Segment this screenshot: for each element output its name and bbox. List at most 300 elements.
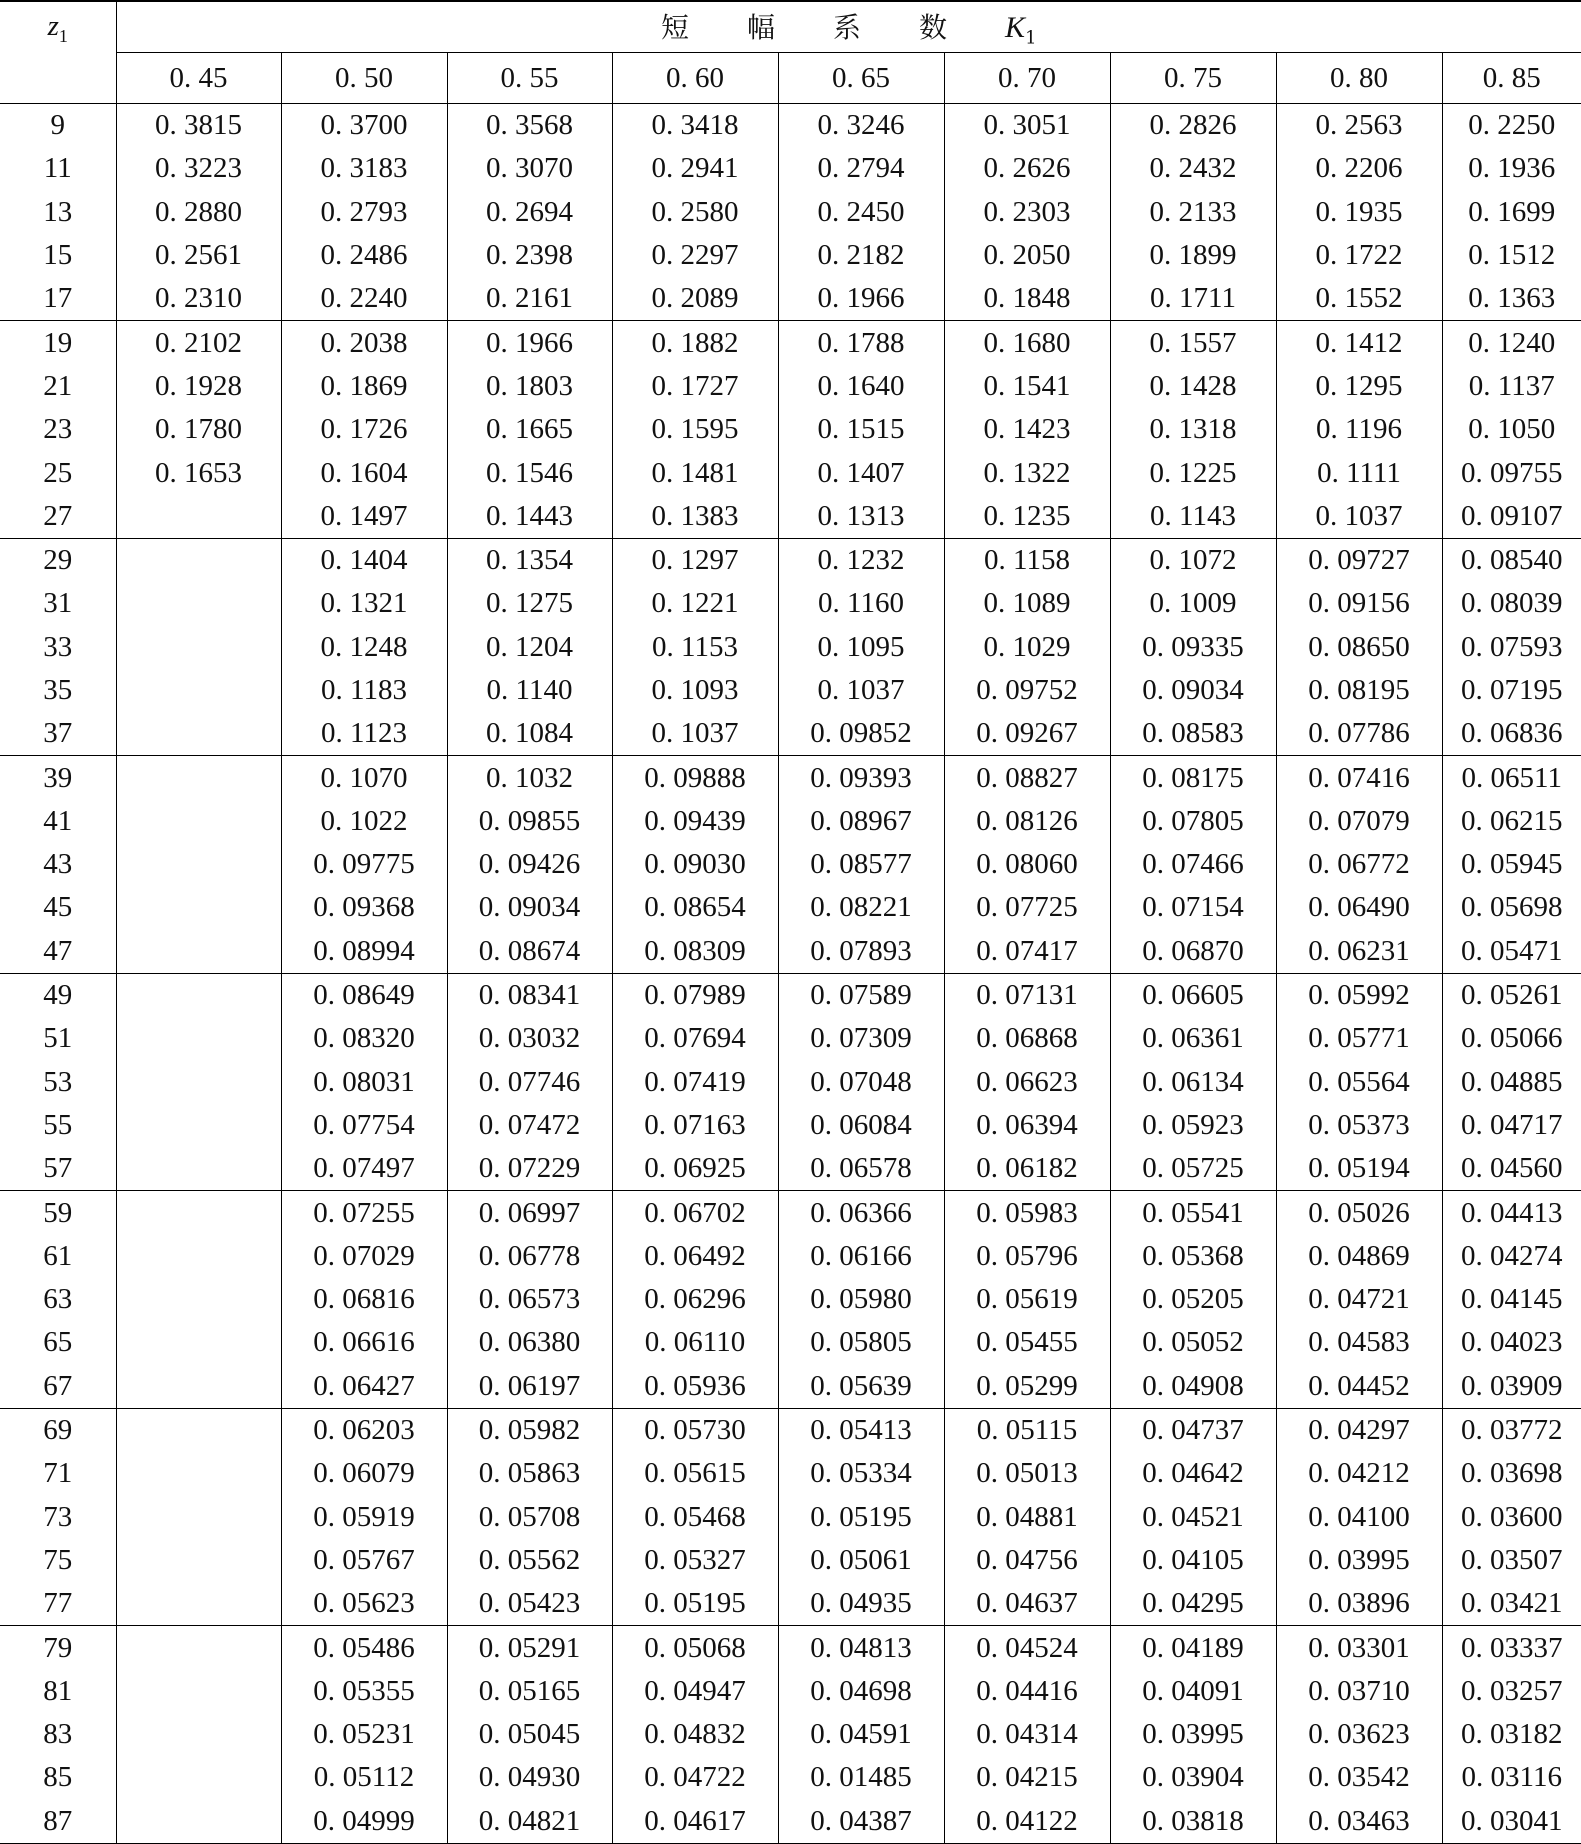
table-cell: 0. 03257: [1461, 1674, 1563, 1707]
table-cell: 0. 3070: [447, 147, 612, 190]
row-label-z1: 81: [0, 1670, 116, 1713]
table-cell: 0. 1595: [612, 408, 778, 451]
table-cell: 0. 05327: [612, 1539, 778, 1582]
table-cell: 0. 07029: [281, 1235, 447, 1278]
table-cell: [116, 1800, 281, 1844]
table-cell: 0. 1899: [1110, 234, 1276, 277]
group-title-short-addendum-coefficient: 短 幅 系 数 $K_1$: [116, 1, 1581, 53]
row-label-z1: 65: [0, 1321, 116, 1364]
table-cell: 0. 1137: [1468, 369, 1555, 402]
table-row: [0, 321, 1581, 365]
table-cell: [116, 1408, 281, 1452]
table-cell: 0. 07079: [1276, 800, 1442, 843]
table-cell: 0. 03710: [1276, 1670, 1442, 1713]
row-label-z1: 49: [0, 973, 116, 1017]
table-cell: 0. 05334: [778, 1452, 944, 1495]
table-cell: 0. 04189: [1110, 1626, 1276, 1670]
table-cell: 0. 05708: [447, 1496, 612, 1539]
table-cell: 0. 06616: [281, 1321, 447, 1364]
table-cell: 0. 05945: [1461, 848, 1563, 881]
table-cell: 0. 1726: [281, 408, 447, 451]
row-label-z1: 63: [0, 1278, 116, 1321]
table-cell: 0. 09368: [281, 886, 447, 929]
table-cell: 0. 06296: [612, 1278, 778, 1321]
table-cell: 0. 05725: [1110, 1147, 1276, 1191]
table-cell: 0. 06361: [1110, 1017, 1276, 1060]
table-cell: 0. 1196: [1276, 408, 1442, 451]
column-header: 0. 80: [1276, 53, 1442, 104]
row-label-z1: 41: [0, 800, 116, 843]
table-cell: 0. 1032: [447, 756, 612, 800]
row-label-z1: 73: [0, 1496, 116, 1539]
column-header: 0. 70: [944, 53, 1110, 104]
table-cell: 0. 05455: [944, 1321, 1110, 1364]
row-label-z1: 57: [0, 1147, 116, 1191]
table-cell: 0. 09156: [1276, 582, 1442, 625]
table-cell: 0. 3051: [944, 104, 1110, 148]
table-cell: 0. 1111: [1276, 451, 1442, 494]
table-cell: [116, 1496, 281, 1539]
table-cell: 0. 06215: [1461, 804, 1563, 837]
table-cell: 0. 03041: [1442, 1800, 1581, 1844]
table-cell: 0. 07593: [1461, 630, 1563, 663]
table-cell: 0. 09107: [1442, 495, 1581, 539]
table-cell: [116, 582, 281, 625]
table-cell: 0. 05541: [1110, 1191, 1276, 1235]
table-cell: 0. 1089: [944, 582, 1110, 625]
row-label-z1: 35: [0, 669, 116, 712]
table-cell: 0. 03995: [1276, 1539, 1442, 1582]
table-cell: 0. 05805: [778, 1321, 944, 1364]
table-row: [0, 1713, 1581, 1756]
table-cell: 0. 05066: [1461, 1022, 1563, 1055]
row-label-z1: 79: [0, 1626, 116, 1670]
table-cell: [116, 1321, 281, 1364]
table-cell: 0. 1604: [281, 451, 447, 494]
table-cell: 0. 08175: [1110, 756, 1276, 800]
table-cell: [116, 1235, 281, 1278]
table-cell: 0. 1070: [281, 756, 447, 800]
table-cell: 0. 03909: [1442, 1365, 1581, 1409]
table-cell: 0. 08031: [281, 1061, 447, 1104]
table-row: [0, 886, 1581, 929]
table-cell: 0. 06778: [447, 1235, 612, 1278]
table-cell: 0. 1183: [281, 669, 447, 712]
table-cell: 0. 07229: [447, 1147, 612, 1191]
table-cell: [116, 930, 281, 974]
table-cell: 0. 06997: [447, 1191, 612, 1235]
table-cell: 0. 07416: [1276, 756, 1442, 800]
table-cell: 0. 04869: [1276, 1235, 1442, 1278]
table-cell: 0. 06166: [778, 1235, 944, 1278]
table-cell: 0. 07893: [778, 930, 944, 974]
table-cell: 0. 2793: [281, 191, 447, 234]
table-cell: 0. 1275: [447, 582, 612, 625]
table-cell: 0. 1383: [612, 495, 778, 539]
table-cell: 0. 07154: [1110, 886, 1276, 929]
table-cell: 0. 1153: [612, 626, 778, 669]
table-cell: 0. 1009: [1110, 582, 1276, 625]
table-cell: 0. 1232: [778, 538, 944, 582]
table-row: [0, 234, 1581, 277]
row-label-z1: 75: [0, 1539, 116, 1582]
row-label-z1: 27: [0, 495, 116, 539]
table-row: [0, 1756, 1581, 1799]
table-cell: 0. 05261: [1461, 979, 1563, 1012]
table-cell: 0. 06702: [612, 1191, 778, 1235]
table-cell: 0. 05730: [612, 1408, 778, 1452]
table-row: [0, 365, 1581, 408]
table-cell: 0. 03995: [1110, 1713, 1276, 1756]
table-cell: 0. 05045: [447, 1713, 612, 1756]
column-header: 0. 45: [116, 53, 281, 104]
table-cell: 0. 08195: [1276, 669, 1442, 712]
table-cell: [116, 1017, 281, 1060]
table-cell: 0. 1557: [1110, 321, 1276, 365]
table-cell: 0. 2133: [1110, 191, 1276, 234]
column-header: 0. 55: [447, 53, 612, 104]
table-cell: 0. 06870: [1110, 930, 1276, 974]
table-cell: 0. 05863: [447, 1452, 612, 1495]
table-cell: 0. 06836: [1442, 712, 1581, 756]
table-cell: 0. 03698: [1461, 1457, 1563, 1490]
table-cell: 0. 1321: [281, 582, 447, 625]
row-label-z1: 33: [0, 626, 116, 669]
table-cell: 0. 04521: [1110, 1496, 1276, 1539]
table-cell: 0. 09267: [944, 712, 1110, 756]
table-cell: 0. 04881: [944, 1496, 1110, 1539]
table-cell: [116, 1670, 281, 1713]
table-cell: 0. 09030: [612, 843, 778, 886]
table-cell: 0. 2038: [281, 321, 447, 365]
table-cell: 0. 04387: [778, 1800, 944, 1844]
table-cell: 0. 1404: [281, 538, 447, 582]
table-cell: 0. 04756: [944, 1539, 1110, 1582]
table-cell: 0. 07725: [944, 886, 1110, 929]
table-cell: 0. 1680: [944, 321, 1110, 365]
table-cell: 0. 1699: [1468, 195, 1556, 228]
table-cell: 0. 1143: [1110, 495, 1276, 539]
table-cell: 0. 03032: [447, 1017, 612, 1060]
table-cell: 0. 08221: [778, 886, 944, 929]
table-cell: 0. 06816: [281, 1278, 447, 1321]
table-cell: [116, 495, 281, 539]
table-cell: 0. 1722: [1276, 234, 1442, 277]
row-label-z1: 71: [0, 1452, 116, 1495]
table-cell: 0. 05771: [1276, 1017, 1442, 1060]
row-label-z1: 51: [0, 1017, 116, 1060]
table-cell: 0. 09034: [1110, 669, 1276, 712]
table-cell: 0. 05068: [612, 1626, 778, 1670]
table-cell: 0. 08320: [281, 1017, 447, 1060]
table-cell: [116, 886, 281, 929]
table-row: [0, 1235, 1581, 1278]
table-cell: 0. 07472: [447, 1104, 612, 1147]
table-cell: 0. 1515: [778, 408, 944, 451]
table-row: [0, 191, 1581, 234]
row-label-z1: 53: [0, 1061, 116, 1104]
table-cell: 0. 1022: [281, 800, 447, 843]
table-cell: 0. 1423: [944, 408, 1110, 451]
table-cell: 0. 06578: [778, 1147, 944, 1191]
table-cell: 0. 04935: [778, 1582, 944, 1626]
table-cell: 0. 06380: [447, 1321, 612, 1364]
table-cell: [116, 1365, 281, 1409]
table-cell: 0. 1318: [1110, 408, 1276, 451]
row-label-z1: 67: [0, 1365, 116, 1409]
table-cell: 0. 08039: [1461, 587, 1563, 620]
table-cell: 0. 1412: [1276, 321, 1442, 365]
table-cell: 0. 1936: [1468, 152, 1556, 185]
table-cell: 0. 08309: [612, 930, 778, 974]
table-cell: 0. 1140: [447, 669, 612, 712]
table-cell: [116, 1756, 281, 1799]
table-cell: 0. 1093: [612, 669, 778, 712]
table-cell: 0. 2240: [281, 277, 447, 321]
table-cell: 0. 07195: [1461, 674, 1563, 706]
table-cell: 0. 05936: [612, 1365, 778, 1409]
table-cell: 0. 07754: [281, 1104, 447, 1147]
table-cell: 0. 09393: [778, 756, 944, 800]
table-cell: 0. 1788: [778, 321, 944, 365]
table-cell: 0. 1546: [447, 451, 612, 494]
table-cell: 0. 03772: [1461, 1414, 1563, 1447]
table-cell: 0. 07048: [778, 1061, 944, 1104]
table-cell: 0. 09426: [447, 843, 612, 886]
table-cell: 0. 07694: [612, 1017, 778, 1060]
table-row: [0, 1365, 1581, 1409]
table-cell: 0. 03623: [1276, 1713, 1442, 1756]
table-cell: 0. 1848: [944, 277, 1110, 321]
row-label-z1: 31: [0, 582, 116, 625]
table-cell: 0. 1966: [447, 321, 612, 365]
table-cell: 0. 05639: [778, 1365, 944, 1409]
table-cell: 0. 07786: [1276, 712, 1442, 756]
table-cell: 0. 09752: [944, 669, 1110, 712]
table-row: [0, 147, 1581, 190]
table-cell: [116, 800, 281, 843]
table-cell: 0. 3183: [281, 147, 447, 190]
table-cell: 0. 05468: [612, 1496, 778, 1539]
table-cell: 0. 04642: [1110, 1452, 1276, 1495]
table-cell: 0. 08126: [944, 800, 1110, 843]
row-label-z1: 37: [0, 712, 116, 756]
table-cell: [116, 1539, 281, 1582]
table-row: [0, 582, 1581, 625]
table-cell: 0. 1037: [612, 712, 778, 756]
table-cell: 0. 05698: [1461, 891, 1563, 924]
table-cell: [116, 626, 281, 669]
table-cell: 0. 2826: [1110, 104, 1276, 148]
table-cell: 0. 1235: [944, 495, 1110, 539]
table-cell: 0. 2303: [944, 191, 1110, 234]
table-cell: 0. 07419: [612, 1061, 778, 1104]
table-row: [0, 1582, 1581, 1626]
row-label-z1: 45: [0, 886, 116, 929]
table-cell: [116, 1191, 281, 1235]
table-cell: 0. 05291: [447, 1626, 612, 1670]
table-cell: 0. 1640: [778, 365, 944, 408]
table-row: [0, 1496, 1581, 1539]
table-cell: 0. 2794: [778, 147, 944, 190]
table-cell: 0. 01485: [778, 1756, 944, 1799]
table-cell: 0. 04885: [1461, 1065, 1563, 1098]
table-cell: 0. 1029: [944, 626, 1110, 669]
table-cell: 0. 3418: [612, 104, 778, 148]
table-cell: 0. 05373: [1276, 1104, 1442, 1147]
table-cell: 0. 03421: [1442, 1582, 1581, 1626]
table-cell: 0. 05623: [281, 1582, 447, 1626]
table-row: [0, 1061, 1581, 1104]
table-cell: 0. 08540: [1461, 544, 1563, 577]
table-cell: 0. 04821: [447, 1800, 612, 1844]
table-cell: 0. 1072: [1110, 538, 1276, 582]
table-cell: 0. 2102: [116, 321, 281, 365]
table-cell: 0. 03904: [1110, 1756, 1276, 1799]
table-cell: 0. 05231: [281, 1713, 447, 1756]
table-cell: 0. 08650: [1276, 626, 1442, 669]
table-cell: 0. 1497: [281, 495, 447, 539]
table-cell: 0. 05061: [778, 1539, 944, 1582]
table-row: [0, 451, 1581, 494]
table-cell: 0. 1727: [612, 365, 778, 408]
table-cell: [116, 843, 281, 886]
table-cell: 0. 04452: [1276, 1365, 1442, 1409]
table-row: [0, 1452, 1581, 1495]
table-cell: 0. 09855: [447, 800, 612, 843]
table-cell: 0. 05619: [944, 1278, 1110, 1321]
table-cell: 0. 04583: [1276, 1321, 1442, 1364]
table-cell: 0. 04212: [1276, 1452, 1442, 1495]
table-cell: 0. 04721: [1276, 1278, 1442, 1321]
row-label-z1: 23: [0, 408, 116, 451]
table-cell: [116, 1626, 281, 1670]
table-cell: 0. 2561: [116, 234, 281, 277]
table-cell: 0. 07131: [944, 973, 1110, 1017]
table-cell: 0. 1354: [447, 538, 612, 582]
table-cell: 0. 05413: [778, 1408, 944, 1452]
table-cell: 0. 08649: [281, 973, 447, 1017]
row-label-z1: 77: [0, 1582, 116, 1626]
table-cell: 0. 1225: [1110, 451, 1276, 494]
table-cell: 0. 05112: [281, 1756, 447, 1799]
table-cell: 0. 04295: [1110, 1582, 1276, 1626]
table-row: [0, 1017, 1581, 1060]
table-cell: 0. 3700: [281, 104, 447, 148]
table-cell: 0. 1428: [1110, 365, 1276, 408]
table-cell: 0. 06490: [1276, 886, 1442, 929]
table-cell: 0. 09755: [1461, 456, 1563, 489]
table-cell: 0. 04023: [1461, 1326, 1563, 1359]
table-cell: 0. 05486: [281, 1626, 447, 1670]
row-label-z1: 59: [0, 1191, 116, 1235]
table-cell: 0. 08341: [447, 973, 612, 1017]
table-cell: 0. 06772: [1276, 843, 1442, 886]
table-row: [0, 1800, 1581, 1844]
row-label-z1: 9: [0, 104, 116, 148]
row-label-z1: 11: [0, 147, 116, 190]
table-cell: 0. 1407: [778, 451, 944, 494]
table-row: [0, 1104, 1581, 1147]
table-cell: 0. 08827: [944, 756, 1110, 800]
table-cell: 0. 07497: [281, 1147, 447, 1191]
column-header: 0. 75: [1110, 53, 1276, 104]
table-row: [0, 712, 1581, 756]
table-cell: 0. 05423: [447, 1582, 612, 1626]
table-row: [0, 495, 1581, 539]
table-cell: 0. 06366: [778, 1191, 944, 1235]
table-cell: 0. 05194: [1276, 1147, 1442, 1191]
table-cell: 0. 04813: [778, 1626, 944, 1670]
row-label-z1: 55: [0, 1104, 116, 1147]
table-cell: 0. 2398: [447, 234, 612, 277]
table-cell: 0. 1512: [1468, 239, 1556, 272]
row-label-z1: 15: [0, 234, 116, 277]
table-cell: 0. 09775: [281, 843, 447, 886]
table-row: [0, 1321, 1581, 1364]
table-cell: 0. 04416: [944, 1670, 1110, 1713]
table-cell: 0. 1780: [116, 408, 281, 451]
table-cell: 0. 06868: [944, 1017, 1110, 1060]
column-header: 0. 65: [778, 53, 944, 104]
table-cell: 0. 04717: [1461, 1108, 1563, 1141]
table-cell: 0. 03507: [1461, 1543, 1563, 1576]
table-cell: 0. 04100: [1276, 1496, 1442, 1539]
table-cell: 0. 05992: [1276, 973, 1442, 1017]
table-cell: 0. 05013: [944, 1452, 1110, 1495]
table-cell: [116, 1278, 281, 1321]
table-row: [0, 1278, 1581, 1321]
column-header: 0. 60: [612, 53, 778, 104]
table-cell: 0. 06427: [281, 1365, 447, 1409]
table-cell: 0. 2580: [612, 191, 778, 234]
table-cell: [116, 1061, 281, 1104]
table-row: [0, 1670, 1581, 1713]
table-cell: 0. 07805: [1110, 800, 1276, 843]
table-cell: 0. 1966: [778, 277, 944, 321]
table-cell: 0. 09888: [612, 756, 778, 800]
table-cell: 0. 04591: [778, 1713, 944, 1756]
table-cell: 0. 03182: [1461, 1718, 1563, 1751]
table-cell: 0. 04091: [1110, 1670, 1276, 1713]
table-cell: 0. 3223: [116, 147, 281, 190]
table-cell: [116, 1582, 281, 1626]
table-cell: 0. 1928: [116, 365, 281, 408]
table-cell: 0. 08060: [944, 843, 1110, 886]
table-cell: 0. 3568: [447, 104, 612, 148]
table-cell: 0. 04297: [1276, 1408, 1442, 1452]
table-cell: 0. 1160: [778, 582, 944, 625]
table-cell: 0. 1204: [447, 626, 612, 669]
row-label-z1: 47: [0, 930, 116, 974]
table-cell: 0. 04560: [1442, 1147, 1581, 1191]
table-cell: [116, 1452, 281, 1495]
table-cell: 0. 03337: [1461, 1631, 1563, 1664]
table-cell: 0. 06492: [612, 1235, 778, 1278]
table-row: [0, 1408, 1581, 1452]
table-cell: 0. 05982: [447, 1408, 612, 1452]
table-cell: 0. 1037: [1276, 495, 1442, 539]
table-cell: 0. 2486: [281, 234, 447, 277]
table-cell: 0. 2089: [612, 277, 778, 321]
table-cell: 0. 07589: [778, 973, 944, 1017]
table-cell: 0. 05919: [281, 1496, 447, 1539]
table-row: [0, 104, 1581, 148]
table-cell: 0. 09439: [612, 800, 778, 843]
table-cell: 0. 05165: [447, 1670, 612, 1713]
table-cell: 0. 05368: [1110, 1235, 1276, 1278]
table-cell: 0. 04637: [944, 1582, 1110, 1626]
